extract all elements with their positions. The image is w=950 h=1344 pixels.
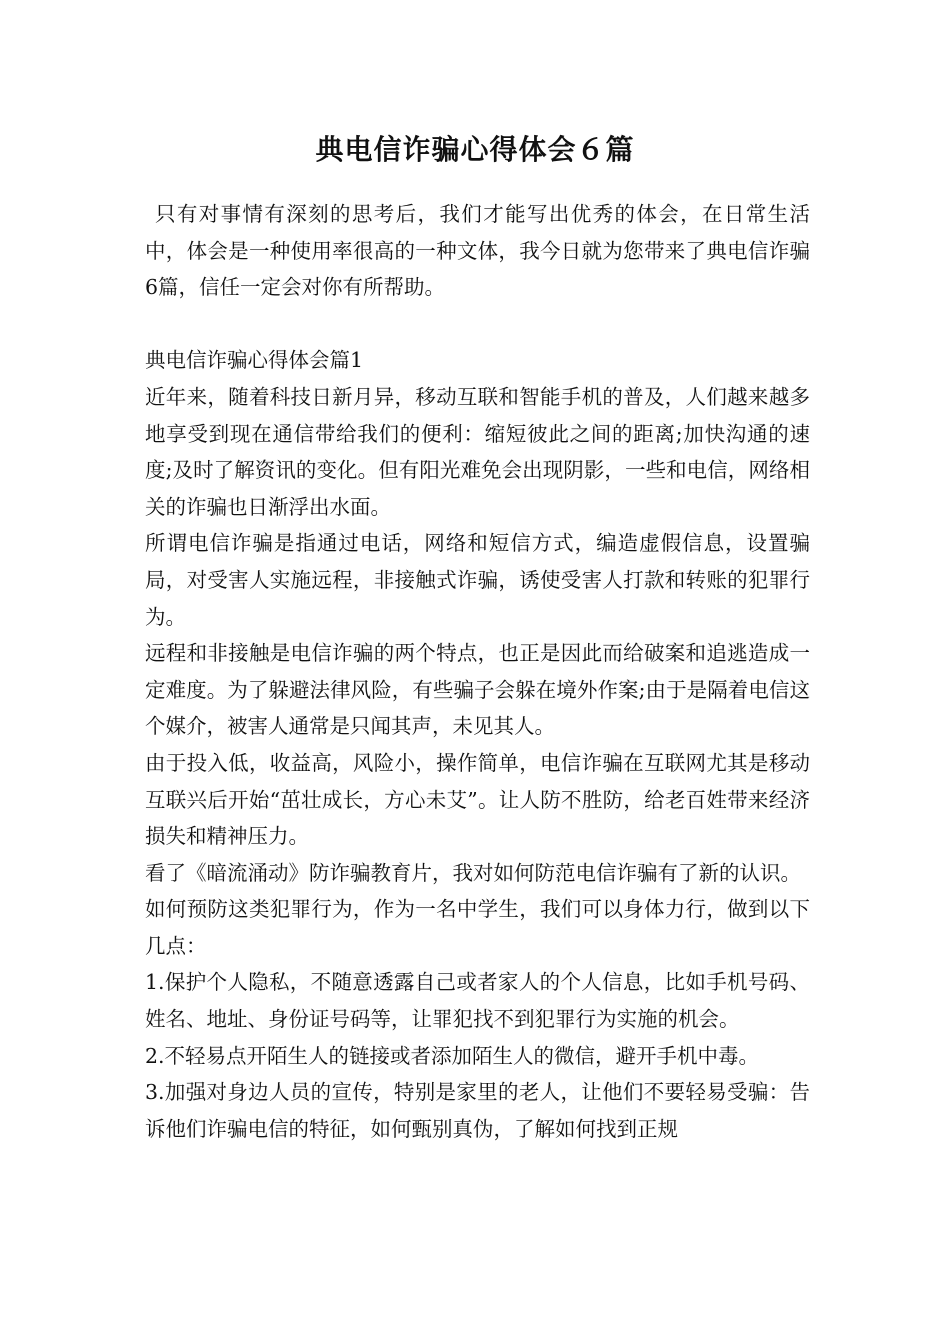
body-paragraph: 远程和非接触是电信诈骗的两个特点，也正是因此而给破案和追逃造成一定难度。为了躲避法律风险，有些骗子会躲在境外作案;由于是隔着电信这个媒介，被害人通常是只闻其声，未见其人。 bbox=[145, 641, 810, 739]
body-paragraph: 如何预防这类犯罪行为，作为一名中学生，我们可以身体力行，做到以下几点： bbox=[145, 897, 810, 958]
body-paragraph: 看了《暗流涌动》防诈骗教育片，我对如何防范电信诈骗有了新的认识。 bbox=[145, 860, 801, 885]
paragraph-spacer bbox=[145, 306, 810, 343]
list-item: 3.加强对身边人员的宣传，特别是家里的老人，让他们不要轻易受骗：告诉他们诈骗电信的特征，如何甄别真伪，了解如何找到正规 bbox=[145, 1080, 810, 1141]
body-paragraph: 近年来，随着科技日新月异，移动互联和智能手机的普及，人们越来越多地享受到现在通信带给我们的便利：缩短彼此之间的距离;加快沟通的速度;及时了解资讯的变化。但有阳光难免会出现阴影，一些和电信，网络相关的诈骗也日渐浮出水面。 bbox=[145, 384, 810, 519]
body-paragraph: 所谓电信诈骗是指通过电话，网络和短信方式，编造虚假信息，设置骗局，对受害人实施远程，非接触式诈骗，诱使受害人打款和转账的犯罪行为。 bbox=[145, 531, 810, 629]
list-item: 2.不轻易点开陌生人的链接或者添加陌生人的微信，避开手机中毒。 bbox=[145, 1043, 760, 1068]
list-item: 1.保护个人隐私，不随意透露自己或者家人的个人信息，比如手机号码、姓名、地址、身份证号码等，让罪犯找不到犯罪行为实施的机会。 bbox=[145, 970, 810, 1032]
body-paragraph: 由于投入低，收益高，风险小，操作简单，电信诈骗在互联网尤其是移动互联兴后开始“茁壮成长，方心未艾”。让人防不胜防，给老百姓带来经济损失和精神压力。 bbox=[145, 750, 810, 849]
intro-paragraph: 只有对事情有深刻的思考后，我们才能写出优秀的体会，在日常生活中，体会是一种使用率很高的一种文体，我今日就为您带来了典电信诈骗6篇，信任一定会对你有所帮助。 bbox=[145, 202, 810, 300]
document-body bbox=[145, 196, 810, 1147]
document-title: 典电信诈骗心得体会６篇 bbox=[315, 133, 635, 166]
section-heading: 典电信诈骗心得体会篇1 bbox=[145, 348, 364, 373]
